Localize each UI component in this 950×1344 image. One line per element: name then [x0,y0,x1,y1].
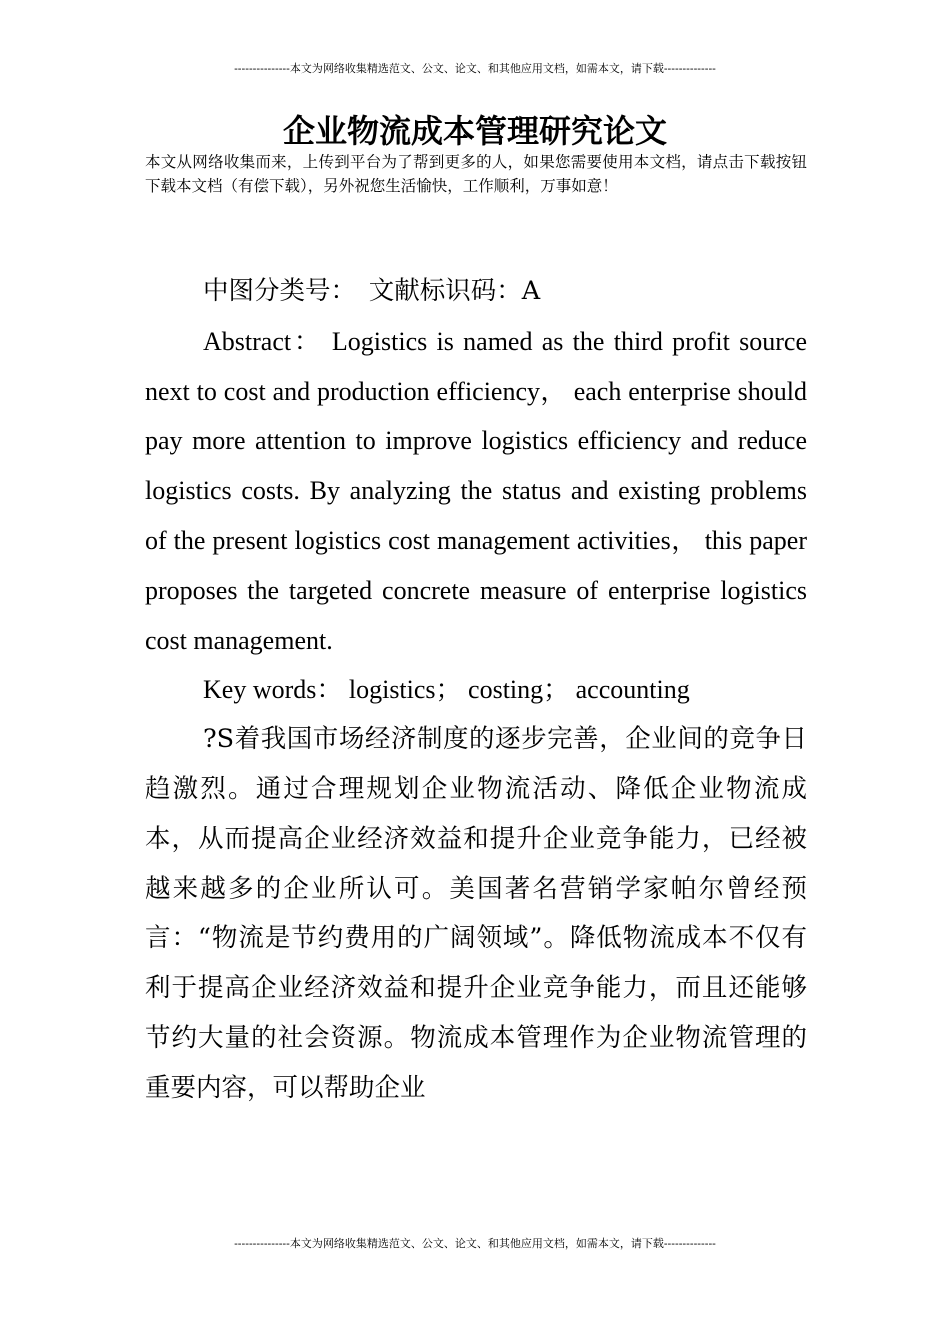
download-notice: 本文从网络收集而来，上传到平台为了帮到更多的人，如果您需要使用本文档，请点击下载按钮下载本文档（有偿下载），另外祝您生活愉快，工作顺利，万事如意！ [145,153,807,195]
abstract-paragraph: Abstract： Logistics is named as the third profit source next to cost and production efficiency， each enterprise should pay more attention to improve logistics efficiency and reduce logistics costs. By analyzing the status and existing problems of the present logistics cost management activities， this paper proposes the targeted concrete measure of enterprise logistics cost management. [145,326,807,655]
document-title: 企业物流成本管理研究论文 [282,112,667,151]
body-paragraph: ?S着我国市场经济制度的逐步完善，企业间的竞争日趋激烈。通过合理规划企业物流活动、降低企业物流成本，从而提高企业经济效益和提升企业竞争能力，已经被越来越多的企业所认可。美国著名营销学家帕尔曾经预言：“物流是节约费用的广阔领域”。降低物流成本不仅有利于提高企业经济效益和提升企业竞争能力，而且还能够节约大量的社会资源。物流成本管理作为企业物流管理的重要内容，可以帮助企业 [145,724,807,1103]
keywords-line: Key words： logistics； costing； accounting [203,675,690,705]
document-body [145,267,807,1114]
page-header-banner: ---------------本文为网络收集精选范文、公文、论文、和其他应用文档，如需本文，请下载-------------- [234,62,716,75]
classification-line: 中图分类号： 文献标识码：A [203,276,541,306]
page-footer-banner: ---------------本文为网络收集精选范文、公文、论文、和其他应用文档，如需本文，请下载-------------- [234,1237,716,1250]
